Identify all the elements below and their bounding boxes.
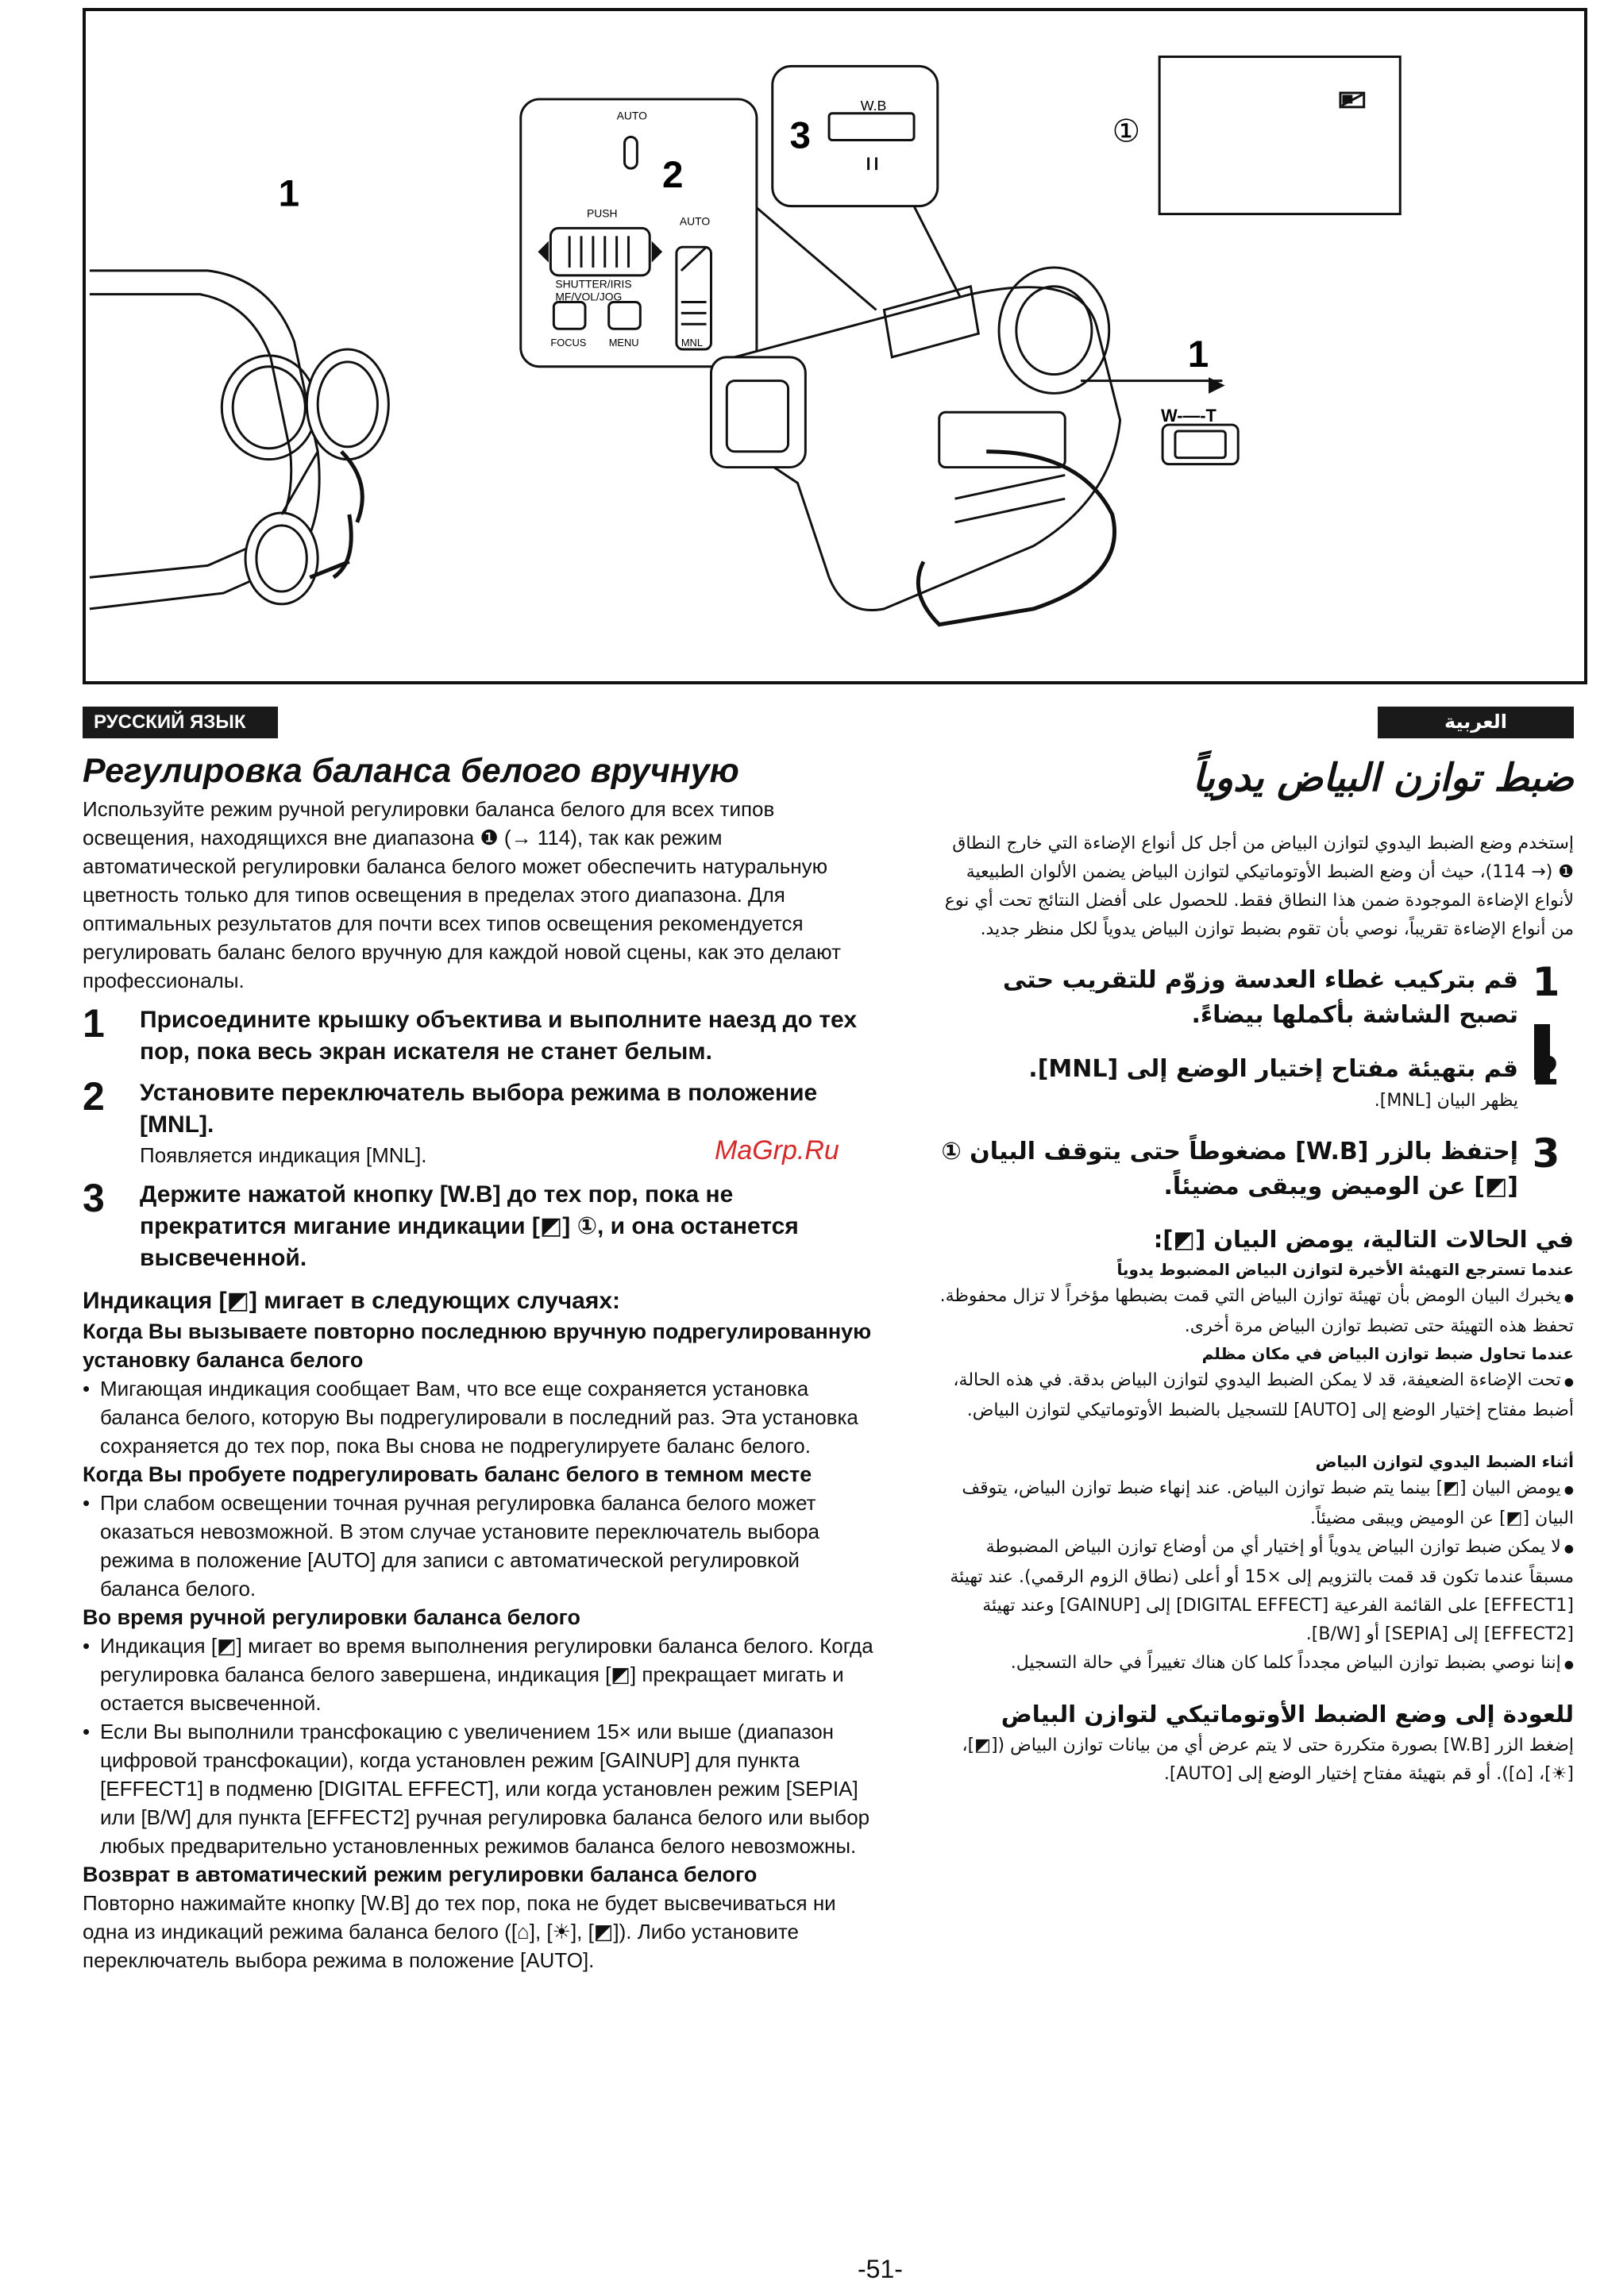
arabic-during-bullet-3: ● إننا نوصي بضبط توازن البياض مجدداً كلما كان هناك تغييراً في حالة التسجيل.: [937, 1649, 1574, 1679]
russian-blink-heading: Индикация [◩] мигает в следующих случаях:: [83, 1288, 620, 1314]
viewfinder-screen: [1159, 56, 1400, 214]
label-push: PUSH: [586, 206, 618, 220]
arabic-during-bullet-1: ● يومض البيان [◩] بينما يتم ضبط توازن البياض. عند إنهاء ضبط توازن البياض، يتوقف البيان [◩] عن الوميض ويبقى مضيئاً.: [937, 1474, 1574, 1533]
step-number: 3: [83, 1176, 105, 1220]
russian-case1-bullet: • Мигающая индикация сообщает Вам, что все еще сохраняется установка баланса белого, которую Вы подрегулировали в последний раз. Эта установка сохраняется до тех пор, пока Вы снова не подрегулируете баланс белого.: [83, 1374, 877, 1460]
step-number: 2: [1532, 1048, 1560, 1094]
step-note: يظهر البيان [MNL].: [1374, 1091, 1518, 1111]
arabic-intro: إستخدم وضع الضبط اليدوي لتوازن البياض من أجل كل أنواع الإضاءة التي خارج النطاق ❶ (→ 114)، حيث أن وضع الضبط الأوتوماتيكي لتوازن البياض يضمن الألوان الطبيعية لأنواع الإضاءة الموجودة ضمن هذا النطاق فقط. للحصول على أفضل النتائج تحت أي نوع من أنواع الإضاءة تقريباً، نوصي بأن تقوم بضبط توازن البياض يدوياً لكل منظر جديد.: [944, 834, 1574, 939]
russian-return-text: Повторно нажимайте кнопку [W.B] до тех пор, пока не будет высвечиваться ни одна из индикаций режима баланса белого ([⌂], [☀], [◩]). Либо установите переключатель выбора режима в положение [AUTO].: [83, 1891, 836, 1972]
russian-language-tag: РУССКИЙ ЯЗЫК: [83, 707, 278, 738]
russian-column: [83, 750, 877, 1974]
callout-1-left: 1: [278, 172, 300, 215]
russian-during-bullet-1: • Индикация [◩] мигает во время выполнения регулировки баланса белого. Когда регулировка баланса белого завершена, индикация [◩] прекращает мигать и остается высвеченной.: [83, 1631, 877, 1717]
callout-1-right: 1: [1187, 333, 1209, 376]
step-number: 2: [83, 1074, 105, 1119]
arabic-return-text: إضغط الزر [W.B] بصورة متكررة حتى لا يتم عرض أي من بيانات توازن البياض ([◩]، [☀]، [⌂]). أو قم بتهيئة مفتاح إختيار الوضع إلى [AUTO].: [962, 1735, 1574, 1784]
arabic-title: ضبط توازن البياض يدوياً: [1192, 756, 1574, 800]
russian-case1-heading: Когда Вы вызываете повторно последнюю вручную подрегулированную установку баланса белого: [83, 1319, 872, 1372]
camcorder-illustration: [83, 8, 1587, 684]
step-instruction: Присоедините крышку объектива и выполните наезд до тех пор, пока весь экран искателя не станет белым.: [140, 1007, 858, 1065]
step-note: Появляется индикация [MNL].: [140, 1143, 427, 1167]
camcorder-body-drawing: [711, 206, 1222, 625]
arabic-case1-heading: عندما تسترجع التهيئة الأخيرة لتوازن البياض المضبوط يدوياً: [1116, 1260, 1574, 1279]
russian-step-3: [83, 1176, 877, 1274]
step-instruction: قم بتركيب غطاء العدسة وزوّم للتقريب حتى تصبح الشاشة بأكملها بيضاءً.: [1002, 966, 1518, 1029]
arabic-blink-heading: في الحالات التالية، يومض البيان [◩]:: [1153, 1226, 1574, 1253]
russian-step-1: [83, 1001, 877, 1068]
russian-return-heading: Возврат в автоматический режим регулировки баланса белого: [83, 1863, 758, 1886]
lens-cap-drawing: [90, 271, 388, 609]
arabic-step-2: [937, 1048, 1574, 1115]
label-menu: MENU: [608, 337, 639, 349]
label-mnl: MNL: [681, 337, 703, 349]
arabic-step-1: [937, 959, 1574, 1033]
russian-intro: Используйте режим ручной регулировки баланса белого для всех типов освещения, находящихся вне диапазона ❶ (→ 114), так как режим автоматической регулировки баланса белого может обеспечить натуральную цветность только для типов освещения в пределах этого диапазона. Для оптимальных результатов для почти всех типов освещения рекомендуется регулировать баланс белого вручную для каждой новой сцены, как это делают профессионалы.: [83, 797, 841, 992]
step-instruction: إحتفظ بالزر [W.B] مضغوطاً حتى يتوقف البيان ① [◩] عن الوميض ويبقى مضيئاً.: [941, 1138, 1518, 1200]
step-number: 1: [1532, 959, 1560, 1005]
arabic-case2-bullet: ● تحت الإضاءة الضعيفة، قد لا يمكن الضبط اليدوي لتوازن البياض بدقة. في هذه الحالة، أضبط مفتاح إختيار الوضع إلى [AUTO] للتسجيل بالضبط الأوتوماتيكي لتوازن البياض.: [937, 1366, 1574, 1425]
label-auto-top: AUTO: [616, 109, 647, 122]
control-panel-inset: [521, 99, 757, 367]
watermark: MaGrp.Ru: [715, 1135, 839, 1165]
label-focus: FOCUS: [550, 337, 587, 349]
circled-1-label: ①: [1112, 114, 1141, 149]
russian-case2-bullet: • При слабом освещении точная ручная регулировка баланса белого может оказаться невозможной. В этом случае установите переключатель выбора режима в положение [AUTO] для записи с автоматической регулировкой баланса белого.: [83, 1489, 877, 1603]
callout-3: 3: [789, 114, 811, 157]
label-auto-switch: AUTO: [679, 214, 711, 228]
russian-case2-heading: Когда Вы пробуете подрегулировать баланс белого в темном месте: [83, 1462, 812, 1486]
page-number: -51-: [858, 2255, 903, 2283]
step-instruction: Держите нажатой кнопку [W.B] до тех пор, пока не прекратится мигание индикации [◩] ①, и она останется высвеченной.: [140, 1181, 799, 1271]
step-number: 3: [1532, 1131, 1560, 1177]
arabic-during-heading: أثناء الضبط اليدوي لتوازن البياض: [1315, 1452, 1574, 1471]
arabic-column: [937, 750, 1574, 1789]
label-shutter-iris: SHUTTER/IRIS: [555, 277, 632, 291]
russian-during-bullet-2: • Если Вы выполнили трансфокацию с увеличением 15× или выше (диапазон цифровой трансфокации), когда установлен режим [GAINUP] для пункта [EFFECT1] в подменю [DIGITAL EFFECT], или когда установлен режим [SEPIA] или [B/W] для пункта [EFFECT2] ручная регулировка баланса белого или выбор любых предварительно установленных режимов баланса белого невозможны.: [83, 1717, 877, 1860]
arabic-step-3: [937, 1131, 1574, 1204]
arabic-language-tag: العربية: [1378, 707, 1574, 738]
arabic-during-bullet-2: ● لا يمكن ضبط توازن البياض يدوياً أو إختيار أي من أوضاع توازن البياض المضبوطة مسبقاً عندما تكون قد قمت بالتزويم إلى ×15 أو أعلى (نطاق الزوم الرقمي). عند تهيئة [EFFECT1] على القائمة الفرعية [DIGITAL EFFECT] إلى [GAINUP] وعند تهيئة [EFFECT2] إلى [SEPIA] أو [B/W].: [937, 1533, 1574, 1649]
arabic-case2-heading: عندما تحاول ضبط توازن البياض في مكان مظلم: [1201, 1344, 1574, 1363]
label-mf-vol-jog: MF/VOL/JOG: [555, 290, 623, 303]
arabic-return-heading: للعودة إلى وضع الضبط الأوتوماتيكي لتوازن البياض: [1001, 1701, 1574, 1728]
russian-title: Регулировка баланса белого вручную: [83, 752, 739, 790]
label-w-t: W-—-T: [1161, 406, 1216, 426]
russian-step-2: [83, 1074, 877, 1169]
arabic-case1-bullet: ● يخبرك البيان الومض بأن تهيئة توازن البياض التي قمت بضبطها مؤخراً لا تزال محفوظة. تحفظ هذه التهيئة حتى تضبط توازن البياض مرة أخرى.: [937, 1282, 1574, 1341]
callout-2: 2: [662, 153, 684, 196]
russian-during-heading: Во время ручной регулировки баланса белого: [83, 1605, 580, 1629]
step-number: 1: [83, 1001, 105, 1046]
label-wb: W.B: [860, 97, 887, 114]
step-instruction: Установите переключатель выбора режима в положение [MNL].: [140, 1080, 818, 1138]
step-instruction: قم بتهيئة مفتاح إختيار الوضع إلى [MNL].: [1028, 1055, 1518, 1083]
